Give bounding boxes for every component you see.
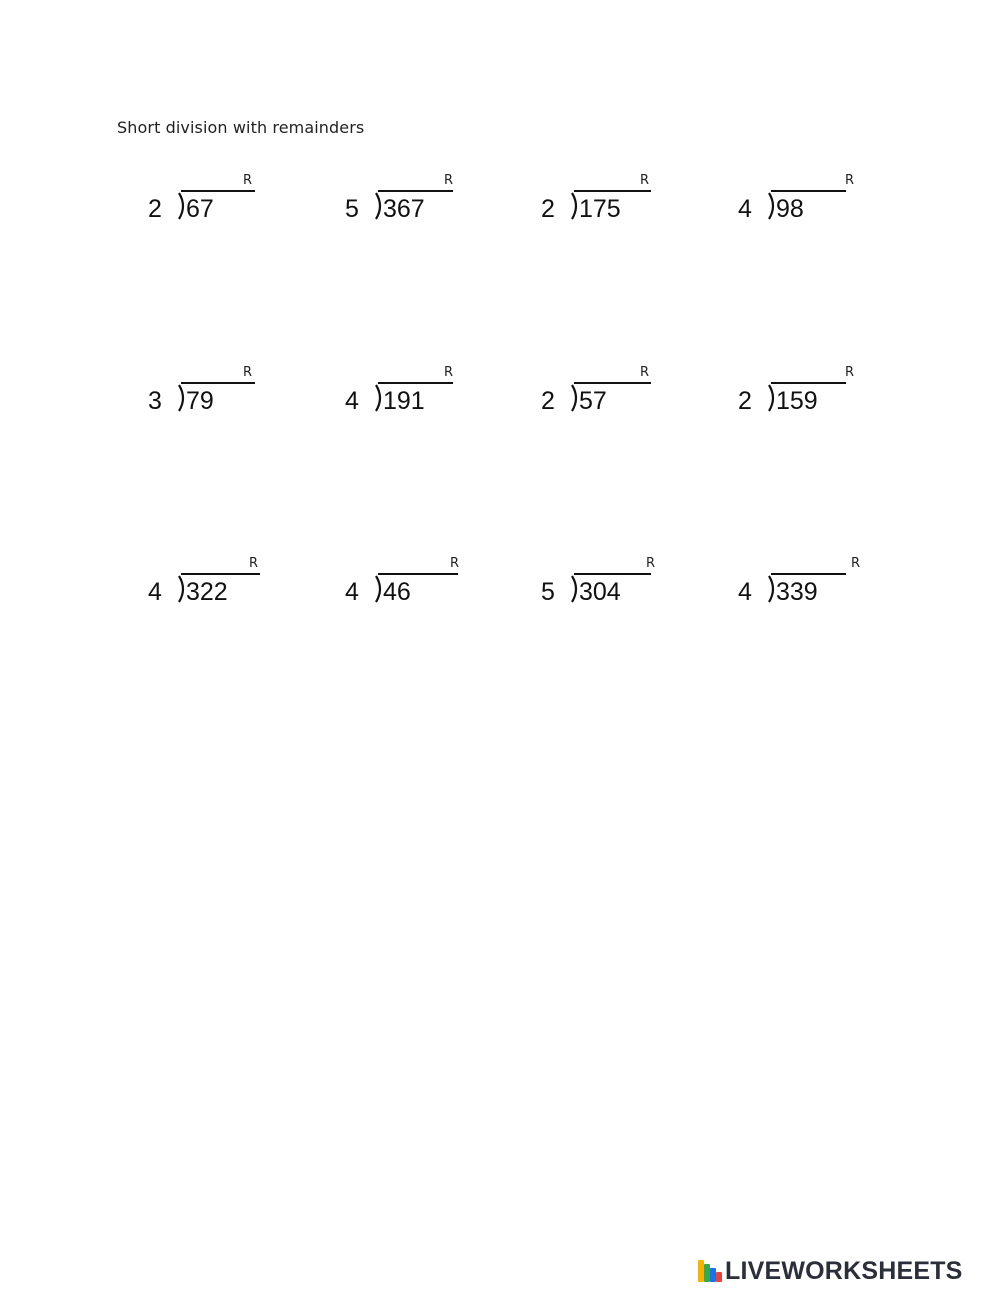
divisor: 4	[345, 387, 359, 415]
remainder-label: R	[243, 173, 253, 188]
divisor: 4	[148, 578, 162, 606]
division-overline	[181, 382, 255, 384]
division-overline	[378, 382, 453, 384]
divisor: 5	[345, 195, 359, 223]
division-problem	[345, 366, 475, 426]
divisor: 4	[738, 578, 752, 606]
dividend: 304	[579, 578, 621, 606]
remainder-label: R	[243, 365, 253, 380]
dividend: 46	[383, 578, 411, 606]
division-problem	[541, 174, 671, 234]
division-overline	[771, 573, 846, 575]
remainder-label: R	[845, 173, 855, 188]
division-overline	[771, 190, 846, 192]
division-overline	[574, 190, 651, 192]
remainder-label: R	[640, 365, 650, 380]
page-title: Short division with remainders	[117, 118, 365, 137]
division-problem	[148, 366, 278, 426]
division-problem	[148, 174, 278, 234]
remainder-label: R	[640, 173, 650, 188]
dividend: 67	[186, 195, 214, 223]
division-overline	[181, 190, 255, 192]
division-problem	[738, 557, 868, 617]
division-overline	[574, 382, 651, 384]
division-problem	[738, 174, 868, 234]
divisor: 3	[148, 387, 162, 415]
division-problem	[345, 174, 475, 234]
divisor: 2	[738, 387, 752, 415]
remainder-label: R	[444, 173, 454, 188]
division-overline	[378, 573, 458, 575]
remainder-label: R	[845, 365, 855, 380]
dividend: 159	[776, 387, 818, 415]
division-problem	[738, 366, 868, 426]
divisor: 4	[738, 195, 752, 223]
division-problem	[148, 557, 278, 617]
division-overline	[378, 190, 453, 192]
divisor: 2	[148, 195, 162, 223]
divisor: 2	[541, 195, 555, 223]
division-problem	[541, 366, 671, 426]
divisor: 4	[345, 578, 359, 606]
division-overline	[574, 573, 651, 575]
dividend: 367	[383, 195, 425, 223]
division-problem	[541, 557, 671, 617]
dividend: 339	[776, 578, 818, 606]
logo-bar-4	[716, 1272, 722, 1282]
liveworksheets-logo-icon	[698, 1258, 722, 1284]
division-overline	[181, 573, 260, 575]
division-problem	[345, 557, 475, 617]
remainder-label: R	[646, 556, 656, 571]
liveworksheets-logo	[698, 1256, 963, 1286]
dividend: 57	[579, 387, 607, 415]
remainder-label: R	[249, 556, 259, 571]
divisor: 5	[541, 578, 555, 606]
dividend: 175	[579, 195, 621, 223]
remainder-label: R	[450, 556, 460, 571]
dividend: 322	[186, 578, 228, 606]
dividend: 98	[776, 195, 804, 223]
remainder-label: R	[851, 556, 861, 571]
divisor: 2	[541, 387, 555, 415]
division-overline	[771, 382, 846, 384]
dividend: 79	[186, 387, 214, 415]
dividend: 191	[383, 387, 425, 415]
logo-text: LIVEWORKSHEETS	[725, 1256, 963, 1285]
remainder-label: R	[444, 365, 454, 380]
